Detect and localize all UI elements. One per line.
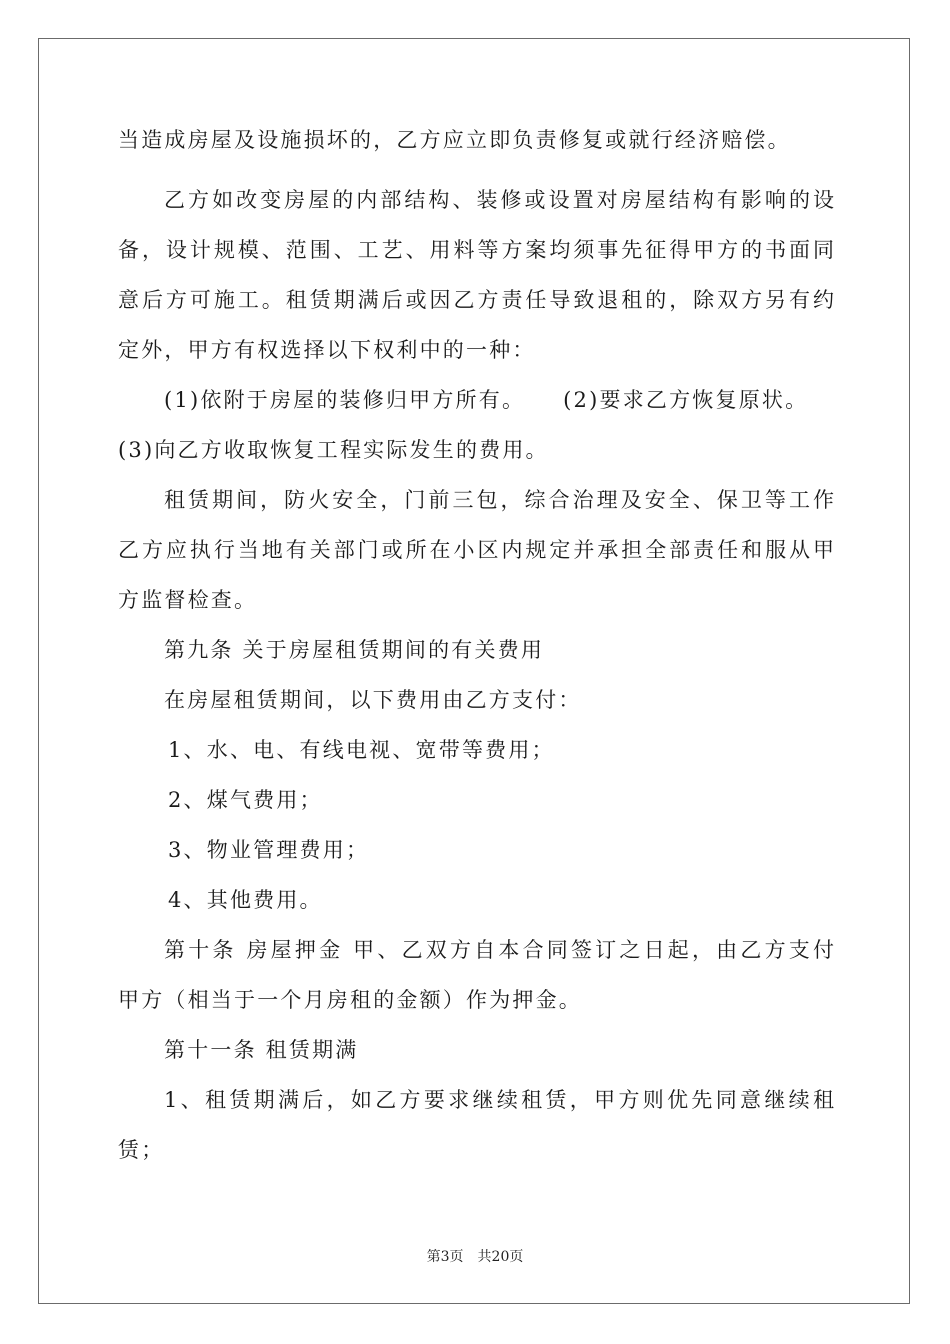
paragraph-line: 定外，甲方有权选择以下权利中的一种： [118,338,536,362]
list-item: 4、其他费用。 [168,888,323,912]
paragraph-line: 意后方可施工。租赁期满后或因乙方责任导致退租的，除双方另有约 [118,288,834,312]
paragraph-line: 赁； [118,1138,165,1162]
paragraph-line: 甲方（相当于一个月房租的金额）作为押金。 [118,988,582,1012]
paragraph-line: 在房屋租赁期间，以下费用由乙方支付： [164,688,582,712]
paragraph-line: 租赁期间，防火安全，门前三包，综合治理及安全、保卫等工作 [164,488,834,512]
clause-item-1: (1)依附于房屋的装修归甲方所有。 [164,388,526,412]
clause-item-2: (2)要求乙方恢复原状。 [563,388,809,412]
paragraph-line: 方监督检查。 [118,588,258,612]
list-item: 3、物业管理费用； [168,838,370,862]
list-item: 2、煤气费用； [168,788,323,812]
page-number: 第3页 [426,1249,464,1265]
list-item: 1、水、电、有线电视、宽带等费用； [168,738,555,762]
list-item [164,385,808,415]
section-heading: 第九条 关于房屋租赁期间的有关费用 [164,638,545,662]
paragraph-line: 乙方应执行当地有关部门或所在小区内规定并承担全部责任和服从甲 [118,538,834,562]
paragraph-line: 备，设计规模、范围、工艺、用料等方案均须事先征得甲方的书面同 [118,238,834,262]
page-total: 共20页 [477,1249,524,1265]
paragraph-line: 当造成房屋及设施损坏的，乙方应立即负责修复或就行经济赔偿。 [118,128,791,152]
section-heading: 第十一条 租赁期满 [164,1038,359,1062]
paragraph-line: 乙方如改变房屋的内部结构、装修或设置对房屋结构有影响的设 [164,188,834,212]
page-footer [0,1248,950,1266]
clause-item-3: (3)向乙方收取恢复工程实际发生的费用。 [118,438,549,462]
section-heading: 第十条 房屋押金 甲、乙双方自本合同签订之日起，由乙方支付 [164,938,834,962]
paragraph-line: 1、租赁期满后，如乙方要求继续租赁，甲方则优先同意继续租 [164,1088,834,1112]
